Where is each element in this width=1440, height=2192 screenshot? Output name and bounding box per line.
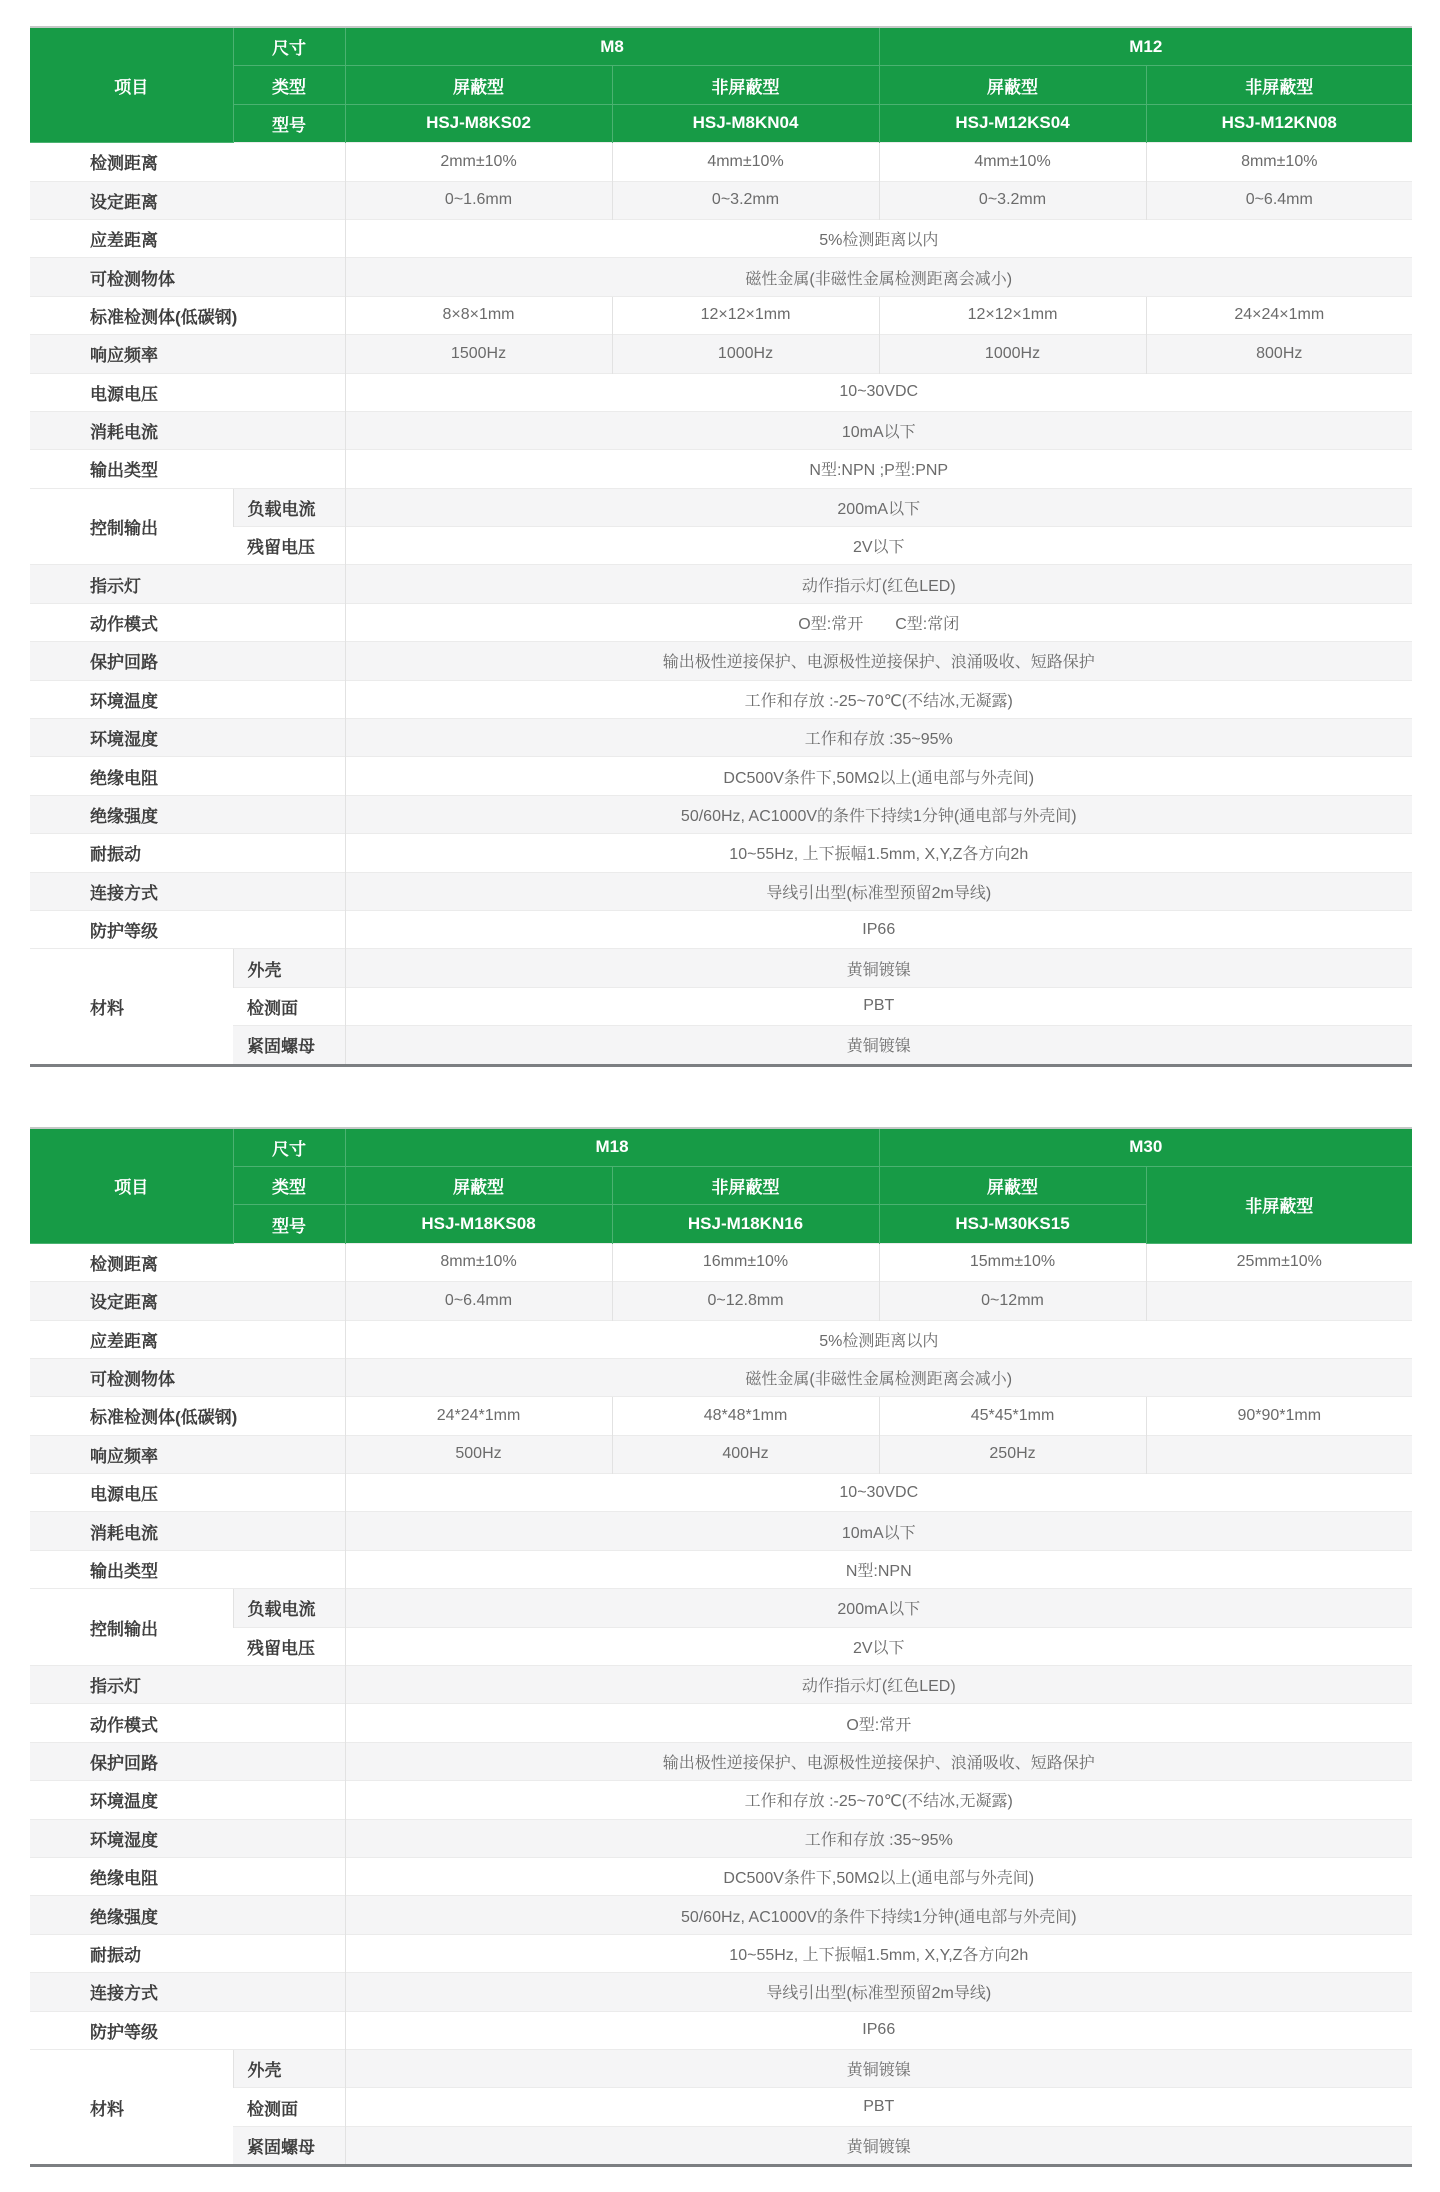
row-label-cell: 标准检测体(低碳钢): [30, 1397, 345, 1435]
span-value-cell: 导线引出型(标准型预留2m导线): [345, 1973, 1412, 2011]
span-value-cell: 导线引出型(标准型预留2m导线): [345, 872, 1412, 910]
table-row: [30, 872, 1412, 910]
row-label-cell: 防护等级: [30, 2011, 345, 2049]
value-cell: 4mm±10%: [879, 143, 1146, 181]
value-cell: 250Hz: [879, 1435, 1146, 1473]
table-row: [30, 1896, 1412, 1934]
sub-label-cell: 负载电流: [233, 1589, 345, 1627]
table-row: [30, 834, 1412, 872]
span-value-cell: 黄铜镀镍: [345, 2049, 1412, 2087]
table-row: [30, 1819, 1412, 1857]
span-value-cell: 工作和存放 :35~95%: [345, 1819, 1412, 1857]
header-row-type: [30, 1166, 1412, 1204]
span-value-cell: O型:常开: [345, 1704, 1412, 1742]
value-cell: 1500Hz: [345, 335, 612, 373]
row-label-cell: 动作模式: [30, 603, 345, 641]
header-cell-size-group: M12: [879, 27, 1412, 66]
header-cell-type: 非屏蔽型: [1146, 1166, 1412, 1243]
row-label-cell: 绝缘强度: [30, 795, 345, 833]
row-label-cell: 设定距离: [30, 181, 345, 219]
group-label-cell: 控制输出: [30, 488, 233, 565]
span-value-cell: 50/60Hz, AC1000V的条件下持续1分钟(通电部与外壳间): [345, 1896, 1412, 1934]
sub-label-cell: 外壳: [233, 949, 345, 987]
table-row: [30, 1320, 1412, 1358]
row-label-cell: 指示灯: [30, 1666, 345, 1704]
span-value-cell: 200mA以下: [345, 488, 1412, 526]
value-cell: 0~1.6mm: [345, 181, 612, 219]
span-value-cell: 工作和存放 :35~95%: [345, 719, 1412, 757]
row-label-cell: 消耗电流: [30, 411, 345, 449]
span-value-cell: IP66: [345, 910, 1412, 948]
row-label-cell: 应差距离: [30, 1320, 345, 1358]
value-cell: 8mm±10%: [345, 1243, 612, 1281]
table-row: [30, 949, 1412, 987]
row-label-cell: 耐振动: [30, 1934, 345, 1972]
span-value-cell: PBT: [345, 2088, 1412, 2126]
table-row: [30, 1627, 1412, 1665]
header-cell-model-label: 型号: [233, 104, 345, 142]
row-label-cell: 指示灯: [30, 565, 345, 603]
header-cell-corner: 项目: [30, 1128, 233, 1244]
span-value-cell: 50/60Hz, AC1000V的条件下持续1分钟(通电部与外壳间): [345, 795, 1412, 833]
sub-label-cell: 检测面: [233, 2088, 345, 2126]
row-label-cell: 可检测物体: [30, 258, 345, 296]
header-cell-model: HSJ-M30KS15: [879, 1205, 1146, 1243]
header-cell-size-group: M8: [345, 27, 879, 66]
table-row: [30, 411, 1412, 449]
table-row: [30, 1666, 1412, 1704]
table-row: [30, 527, 1412, 565]
span-value-cell: 动作指示灯(红色LED): [345, 1666, 1412, 1704]
header-cell-type: 屏蔽型: [345, 1166, 612, 1204]
header-row-size: [30, 1128, 1412, 1167]
header-cell-model: HSJ-M18KN16: [612, 1205, 879, 1243]
sub-label-cell: 负载电流: [233, 488, 345, 526]
sub-label-cell: 残留电压: [233, 527, 345, 565]
span-value-cell: 2V以下: [345, 527, 1412, 565]
header-cell-type: 屏蔽型: [345, 66, 612, 104]
span-value-cell: 输出极性逆接保护、电源极性逆接保护、浪涌吸收、短路保护: [345, 1742, 1412, 1780]
table-row: [30, 1397, 1412, 1435]
value-cell: 0~12.8mm: [612, 1282, 879, 1320]
header-cell-model: HSJ-M12KS04: [879, 104, 1146, 142]
value-cell: 0~3.2mm: [879, 181, 1146, 219]
table-row: [30, 219, 1412, 257]
row-label-cell: 输出类型: [30, 450, 345, 488]
value-cell: [1146, 1435, 1412, 1473]
sub-label-cell: 检测面: [233, 987, 345, 1025]
header-cell-model-label: 型号: [233, 1205, 345, 1243]
header-cell-type: 非屏蔽型: [612, 66, 879, 104]
value-cell: 8mm±10%: [1146, 143, 1412, 181]
span-value-cell: 5%检测距离以内: [345, 219, 1412, 257]
table-row: [30, 1857, 1412, 1895]
table-row: [30, 1243, 1412, 1281]
table-row: [30, 2126, 1412, 2165]
table-row: [30, 1282, 1412, 1320]
row-label-cell: 输出类型: [30, 1550, 345, 1588]
row-label-cell: 环境温度: [30, 680, 345, 718]
table-row: [30, 2088, 1412, 2126]
table-row: [30, 642, 1412, 680]
header-cell-corner: 项目: [30, 27, 233, 143]
span-value-cell: 动作指示灯(红色LED): [345, 565, 1412, 603]
header-cell-model: HSJ-M8KN04: [612, 104, 879, 142]
value-cell: 4mm±10%: [612, 143, 879, 181]
value-cell: 1000Hz: [612, 335, 879, 373]
header-cell-type-label: 类型: [233, 1166, 345, 1204]
header-row-size: [30, 27, 1412, 66]
span-value-cell: 5%检测距离以内: [345, 1320, 1412, 1358]
table-row: [30, 757, 1412, 795]
span-value-cell: 10~30VDC: [345, 373, 1412, 411]
span-value-cell: 2V以下: [345, 1627, 1412, 1665]
value-cell: 16mm±10%: [612, 1243, 879, 1281]
group-label-cell: 材料: [30, 949, 233, 1065]
table-row: [30, 910, 1412, 948]
group-label-cell: 控制输出: [30, 1589, 233, 1666]
table-row: [30, 488, 1412, 526]
span-value-cell: 工作和存放 :-25~70℃(不结冰,无凝露): [345, 1781, 1412, 1819]
table-row: [30, 565, 1412, 603]
value-cell: 500Hz: [345, 1435, 612, 1473]
sub-label-cell: 残留电压: [233, 1627, 345, 1665]
span-value-cell: DC500V条件下,50MΩ以上(通电部与外壳间): [345, 757, 1412, 795]
table-row: [30, 450, 1412, 488]
row-label-cell: 设定距离: [30, 1282, 345, 1320]
span-value-cell: 10~55Hz, 上下振幅1.5mm, X,Y,Z各方向2h: [345, 1934, 1412, 1972]
spec-table-m18-m30: [30, 1127, 1412, 2168]
span-value-cell: O型:常开 C型:常闭: [345, 603, 1412, 641]
header-cell-size-group: M30: [879, 1128, 1412, 1167]
header-cell-dimension-label: 尺寸: [233, 1128, 345, 1167]
value-cell: 90*90*1mm: [1146, 1397, 1412, 1435]
row-label-cell: 检测距离: [30, 1243, 345, 1281]
value-cell: 1000Hz: [879, 335, 1146, 373]
table-row: [30, 1474, 1412, 1512]
table-row: [30, 181, 1412, 219]
row-label-cell: 绝缘强度: [30, 1896, 345, 1934]
value-cell: 24×24×1mm: [1146, 296, 1412, 334]
header-cell-model: HSJ-M8KS02: [345, 104, 612, 142]
row-label-cell: 防护等级: [30, 910, 345, 948]
row-label-cell: 环境湿度: [30, 1819, 345, 1857]
row-label-cell: 连接方式: [30, 1973, 345, 2011]
row-label-cell: 保护回路: [30, 642, 345, 680]
header-cell-type-label: 类型: [233, 66, 345, 104]
value-cell: 25mm±10%: [1146, 1243, 1412, 1281]
row-label-cell: 电源电压: [30, 373, 345, 411]
value-cell: 12×12×1mm: [612, 296, 879, 334]
value-cell: 15mm±10%: [879, 1243, 1146, 1281]
table-row: [30, 1934, 1412, 1972]
row-label-cell: 应差距离: [30, 219, 345, 257]
row-label-cell: 连接方式: [30, 872, 345, 910]
span-value-cell: PBT: [345, 987, 1412, 1025]
table-row: [30, 680, 1412, 718]
span-value-cell: N型:NPN: [345, 1550, 1412, 1588]
table-row: [30, 1742, 1412, 1780]
header-cell-model: HSJ-M12KN08: [1146, 104, 1412, 142]
table-row: [30, 2011, 1412, 2049]
header-row-model: [30, 104, 1412, 142]
table-row: [30, 795, 1412, 833]
span-value-cell: 10mA以下: [345, 411, 1412, 449]
spec-table-m8-m12: [30, 26, 1412, 1067]
row-label-cell: 消耗电流: [30, 1512, 345, 1550]
span-value-cell: 10~30VDC: [345, 1474, 1412, 1512]
header-cell-model: HSJ-M18KS08: [345, 1205, 612, 1243]
row-label-cell: 电源电压: [30, 1474, 345, 1512]
row-label-cell: 环境湿度: [30, 719, 345, 757]
value-cell: 800Hz: [1146, 335, 1412, 373]
table-row: [30, 1704, 1412, 1742]
span-value-cell: 200mA以下: [345, 1589, 1412, 1627]
span-value-cell: DC500V条件下,50MΩ以上(通电部与外壳间): [345, 1857, 1412, 1895]
header-cell-size-group: M18: [345, 1128, 879, 1167]
table-row: [30, 1435, 1412, 1473]
value-cell: 24*24*1mm: [345, 1397, 612, 1435]
sub-label-cell: 外壳: [233, 2049, 345, 2087]
row-label-cell: 检测距离: [30, 143, 345, 181]
header-cell-type: 屏蔽型: [879, 66, 1146, 104]
row-label-cell: 绝缘电阻: [30, 757, 345, 795]
span-value-cell: 磁性金属(非磁性金属检测距离会减小): [345, 1358, 1412, 1396]
header-cell-dimension-label: 尺寸: [233, 27, 345, 66]
span-value-cell: 10~55Hz, 上下振幅1.5mm, X,Y,Z各方向2h: [345, 834, 1412, 872]
span-value-cell: 黄铜镀镍: [345, 949, 1412, 987]
value-cell: [1146, 1282, 1412, 1320]
value-cell: 48*48*1mm: [612, 1397, 879, 1435]
span-value-cell: 10mA以下: [345, 1512, 1412, 1550]
header-cell-type: 非屏蔽型: [1146, 66, 1412, 104]
value-cell: 400Hz: [612, 1435, 879, 1473]
table-row: [30, 258, 1412, 296]
span-value-cell: IP66: [345, 2011, 1412, 2049]
value-cell: 45*45*1mm: [879, 1397, 1146, 1435]
table-row: [30, 1973, 1412, 2011]
value-cell: 0~3.2mm: [612, 181, 879, 219]
table-row: [30, 1589, 1412, 1627]
span-value-cell: 磁性金属(非磁性金属检测距离会减小): [345, 258, 1412, 296]
table-row: [30, 2049, 1412, 2087]
table-row: [30, 1550, 1412, 1588]
header-cell-type: 屏蔽型: [879, 1166, 1146, 1204]
table-row: [30, 1512, 1412, 1550]
row-label-cell: 动作模式: [30, 1704, 345, 1742]
row-label-cell: 可检测物体: [30, 1358, 345, 1396]
value-cell: 0~12mm: [879, 1282, 1146, 1320]
header-cell-type: 非屏蔽型: [612, 1166, 879, 1204]
row-label-cell: 环境温度: [30, 1781, 345, 1819]
value-cell: 0~6.4mm: [345, 1282, 612, 1320]
row-label-cell: 保护回路: [30, 1742, 345, 1780]
value-cell: 2mm±10%: [345, 143, 612, 181]
span-value-cell: 工作和存放 :-25~70℃(不结冰,无凝露): [345, 680, 1412, 718]
row-label-cell: 标准检测体(低碳钢): [30, 296, 345, 334]
table-row: [30, 335, 1412, 373]
table-row: [30, 1781, 1412, 1819]
row-label-cell: 耐振动: [30, 834, 345, 872]
sub-label-cell: 紧固螺母: [233, 1026, 345, 1065]
table-row: [30, 719, 1412, 757]
table-row: [30, 603, 1412, 641]
value-cell: 8×8×1mm: [345, 296, 612, 334]
row-label-cell: 响应频率: [30, 1435, 345, 1473]
header-row-type: [30, 66, 1412, 104]
table-row: [30, 373, 1412, 411]
table-row: [30, 143, 1412, 181]
value-cell: 12×12×1mm: [879, 296, 1146, 334]
table-row: [30, 987, 1412, 1025]
value-cell: 0~6.4mm: [1146, 181, 1412, 219]
group-label-cell: 材料: [30, 2049, 233, 2165]
table-row: [30, 1358, 1412, 1396]
span-value-cell: 黄铜镀镍: [345, 1026, 1412, 1065]
span-value-cell: 输出极性逆接保护、电源极性逆接保护、浪涌吸收、短路保护: [345, 642, 1412, 680]
row-label-cell: 绝缘电阻: [30, 1857, 345, 1895]
sub-label-cell: 紧固螺母: [233, 2126, 345, 2165]
table-row: [30, 296, 1412, 334]
span-value-cell: 黄铜镀镍: [345, 2126, 1412, 2165]
table-row: [30, 1026, 1412, 1065]
span-value-cell: N型:NPN ;P型:PNP: [345, 450, 1412, 488]
row-label-cell: 响应频率: [30, 335, 345, 373]
